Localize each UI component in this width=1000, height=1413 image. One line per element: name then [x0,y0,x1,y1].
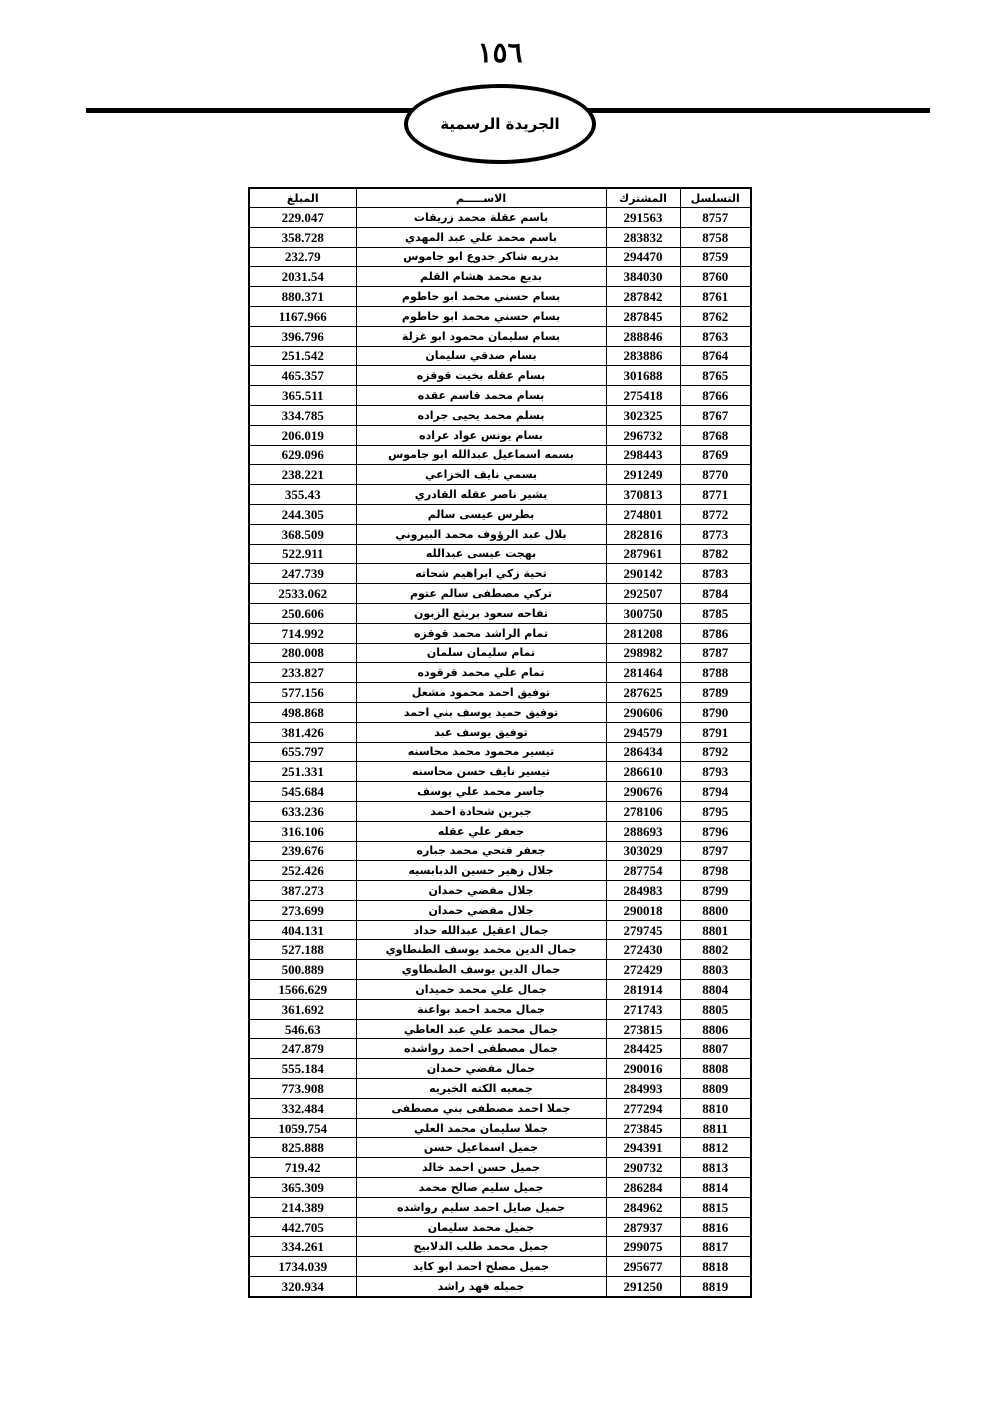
header-title: الجريدة الرسمية [440,115,560,133]
table-row [249,821,751,841]
table-row [249,504,751,524]
serial-cell: 8769 [680,445,751,465]
table-row [249,208,751,228]
table-row [249,326,751,346]
subscriber-cell: 281464 [606,663,680,683]
table-row [249,1217,751,1237]
serial-cell: 8761 [680,287,751,307]
name-cell: جمال اعقيل عبدالله حداد [356,920,606,940]
table-row [249,1277,751,1297]
serial-cell: 8757 [680,208,751,228]
table-row [249,1019,751,1039]
subscriber-cell: 290016 [606,1059,680,1079]
subscriber-cell: 286284 [606,1178,680,1198]
header-amount: المبلغ [249,188,356,208]
table-row [249,623,751,643]
serial-cell: 8773 [680,524,751,544]
name-cell: جميل حسن احمد خالد [356,1158,606,1178]
subscriber-cell: 273815 [606,1019,680,1039]
subscriber-cell: 286434 [606,742,680,762]
subscriber-cell: 287625 [606,683,680,703]
serial-cell: 8768 [680,425,751,445]
table-row [249,702,751,722]
table-row [249,663,751,683]
name-cell: جمال محمد علي عبد العاطي [356,1019,606,1039]
name-cell: باسم محمد علي عبد المهدي [356,227,606,247]
amount-cell: 387.273 [249,881,356,901]
serial-cell: 8810 [680,1098,751,1118]
table-row [249,841,751,861]
table-row [249,346,751,366]
subscriber-cell: 287754 [606,861,680,881]
table-row [249,1237,751,1257]
amount-cell: 214.389 [249,1197,356,1217]
serial-cell: 8787 [680,643,751,663]
serial-cell: 8782 [680,544,751,564]
name-cell: تمام علي محمد قرقوده [356,663,606,683]
amount-cell: 577.156 [249,683,356,703]
serial-cell: 8786 [680,623,751,643]
table-row [249,980,751,1000]
table-row [249,465,751,485]
serial-cell: 8819 [680,1277,751,1297]
serial-cell: 8812 [680,1138,751,1158]
subscriber-cell: 291249 [606,465,680,485]
table-row [249,386,751,406]
subscriber-cell: 288693 [606,821,680,841]
subscriber-cell: 284983 [606,881,680,901]
serial-cell: 8770 [680,465,751,485]
table-row [249,801,751,821]
name-cell: بسام حسني محمد ابو حاطوم [356,287,606,307]
subscriber-cell: 278106 [606,801,680,821]
amount-cell: 280.008 [249,643,356,663]
serial-cell: 8762 [680,306,751,326]
amount-cell: 233.827 [249,663,356,683]
amount-cell: 655.797 [249,742,356,762]
table-row [249,683,751,703]
name-cell: جبرين شحادة احمد [356,801,606,821]
serial-cell: 8790 [680,702,751,722]
name-cell: بدريه شاكر جدوع ابو جاموس [356,247,606,267]
name-cell: جعفر علي عقله [356,821,606,841]
table-row [249,643,751,663]
name-cell: جملا احمد مصطفى بني مصطفى [356,1098,606,1118]
amount-cell: 365.309 [249,1178,356,1198]
amount-cell: 332.484 [249,1098,356,1118]
serial-cell: 8760 [680,267,751,287]
serial-cell: 8803 [680,960,751,980]
serial-cell: 8800 [680,900,751,920]
subscriber-cell: 281208 [606,623,680,643]
subscriber-cell: 290676 [606,782,680,802]
name-cell: جلال زهير حسين الدبابسيه [356,861,606,881]
table-row [249,940,751,960]
serial-cell: 8764 [680,346,751,366]
serial-cell: 8808 [680,1059,751,1079]
subscriber-cell: 281914 [606,980,680,1000]
serial-cell: 8772 [680,504,751,524]
amount-cell: 555.184 [249,1059,356,1079]
table-row [249,1138,751,1158]
subscriber-cell: 273845 [606,1118,680,1138]
name-cell: بشير ناصر عقله القادري [356,485,606,505]
table-body [249,208,751,1297]
table-row [249,1098,751,1118]
subscriber-cell: 294579 [606,722,680,742]
table-header-row [249,188,751,208]
amount-cell: 358.728 [249,227,356,247]
subscriber-cell: 290018 [606,900,680,920]
subscriber-cell: 296732 [606,425,680,445]
subscriber-cell: 299075 [606,1237,680,1257]
name-cell: جميل محمد سليمان [356,1217,606,1237]
subscriber-cell: 287961 [606,544,680,564]
header-name: الاســـــم [356,188,606,208]
table-row [249,1178,751,1198]
subscriber-cell: 284425 [606,1039,680,1059]
serial-cell: 8811 [680,1118,751,1138]
amount-cell: 334.261 [249,1237,356,1257]
amount-cell: 498.868 [249,702,356,722]
name-cell: بلال عبد الرؤوف محمد البيروني [356,524,606,544]
table-row [249,1118,751,1138]
subscriber-cell: 287842 [606,287,680,307]
subscriber-cell: 295677 [606,1257,680,1277]
amount-cell: 404.131 [249,920,356,940]
name-cell: توفيق حميد يوسف بني احمد [356,702,606,722]
name-cell: بطرس عيسى سالم [356,504,606,524]
name-cell: تمام سليمان سلمان [356,643,606,663]
amount-cell: 1167.966 [249,306,356,326]
serial-cell: 8813 [680,1158,751,1178]
serial-cell: 8796 [680,821,751,841]
serial-cell: 8784 [680,584,751,604]
subscriber-cell: 275418 [606,386,680,406]
serial-cell: 8785 [680,603,751,623]
name-cell: بديع محمد هشام القلم [356,267,606,287]
subscriber-cell: 290606 [606,702,680,722]
name-cell: جمعيه الكته الخيريه [356,1079,606,1099]
name-cell: بسام عقله بخيت قوقزه [356,366,606,386]
name-cell: جمال علي محمد حميدان [356,980,606,1000]
table-row [249,287,751,307]
name-cell: تفاحه سعود بريثع الزبون [356,603,606,623]
table-row [249,524,751,544]
serial-cell: 8807 [680,1039,751,1059]
subscriber-cell: 284962 [606,1197,680,1217]
name-cell: جميل صايل احمد سليم رواشده [356,1197,606,1217]
name-cell: بسمي نايف الخزاعي [356,465,606,485]
subscriber-cell: 279745 [606,920,680,940]
name-cell: باسم عقلة محمد زريقات [356,208,606,228]
subscriber-cell: 283886 [606,346,680,366]
serial-cell: 8783 [680,564,751,584]
subscriber-cell: 282816 [606,524,680,544]
serial-cell: 8805 [680,999,751,1019]
name-cell: توفيق يوسف عبد [356,722,606,742]
table-row [249,564,751,584]
amount-cell: 355.43 [249,485,356,505]
amount-cell: 251.542 [249,346,356,366]
amount-cell: 442.705 [249,1217,356,1237]
serial-cell: 8799 [680,881,751,901]
serial-cell: 8765 [680,366,751,386]
table-row [249,1197,751,1217]
name-cell: تمام الراشد محمد قوقزه [356,623,606,643]
serial-cell: 8809 [680,1079,751,1099]
subscriber-cell: 300750 [606,603,680,623]
subscriber-cell: 287937 [606,1217,680,1237]
amount-cell: 465.357 [249,366,356,386]
subscriber-cell: 292507 [606,584,680,604]
name-cell: جلال مفضي حمدان [356,881,606,901]
amount-cell: 361.692 [249,999,356,1019]
amount-cell: 252.426 [249,861,356,881]
table-row [249,366,751,386]
header-oval [404,84,596,164]
table-row [249,722,751,742]
table-row [249,782,751,802]
table-row [249,227,751,247]
table-row [249,425,751,445]
name-cell: بسام يونس عواد عراده [356,425,606,445]
table-row [249,1039,751,1059]
subscriber-cell: 286610 [606,762,680,782]
amount-cell: 2533.062 [249,584,356,604]
name-cell: جميل اسماعيل حسن [356,1138,606,1158]
name-cell: جميل مصلح احمد ابو كايد [356,1257,606,1277]
amount-cell: 368.509 [249,524,356,544]
table-row [249,762,751,782]
table-row [249,405,751,425]
amount-cell: 527.188 [249,940,356,960]
name-cell: جميل سليم صالح محمد [356,1178,606,1198]
table-row [249,861,751,881]
page-number: ١٥٦ [477,36,523,69]
name-cell: تيسير محمود محمد محاسنه [356,742,606,762]
name-cell: بسمه اسماعيل عبدالله ابو جاموس [356,445,606,465]
serial-cell: 8814 [680,1178,751,1198]
table-row [249,999,751,1019]
name-cell: جلال مفضي حمدان [356,900,606,920]
amount-cell: 396.796 [249,326,356,346]
amount-cell: 251.331 [249,762,356,782]
subscriber-cell: 272429 [606,960,680,980]
name-cell: بهجت عيسى عبدالله [356,544,606,564]
amount-cell: 629.096 [249,445,356,465]
serial-cell: 8794 [680,782,751,802]
serial-cell: 8767 [680,405,751,425]
records-table [248,187,752,1298]
amount-cell: 206.019 [249,425,356,445]
amount-cell: 719.42 [249,1158,356,1178]
name-cell: تركي مصطفى سالم عتوم [356,584,606,604]
amount-cell: 273.699 [249,900,356,920]
subscriber-cell: 370813 [606,485,680,505]
name-cell: تيسير نايف حسن محاسنه [356,762,606,782]
serial-cell: 8816 [680,1217,751,1237]
amount-cell: 381.426 [249,722,356,742]
amount-cell: 714.992 [249,623,356,643]
amount-cell: 250.606 [249,603,356,623]
serial-cell: 8793 [680,762,751,782]
table-row [249,267,751,287]
subscriber-cell: 271743 [606,999,680,1019]
amount-cell: 500.889 [249,960,356,980]
serial-cell: 8759 [680,247,751,267]
amount-cell: 316.106 [249,821,356,841]
table-row [249,960,751,980]
serial-cell: 8792 [680,742,751,762]
serial-cell: 8791 [680,722,751,742]
table-row [249,900,751,920]
subscriber-cell: 290732 [606,1158,680,1178]
table-row [249,1059,751,1079]
serial-cell: 8817 [680,1237,751,1257]
subscriber-cell: 294470 [606,247,680,267]
amount-cell: 825.888 [249,1138,356,1158]
name-cell: بسام حسني محمد ابو حاطوم [356,306,606,326]
serial-cell: 8771 [680,485,751,505]
amount-cell: 320.934 [249,1277,356,1297]
name-cell: توفيق احمد محمود مشعل [356,683,606,703]
table-row [249,1158,751,1178]
subscriber-cell: 274801 [606,504,680,524]
subscriber-cell: 303029 [606,841,680,861]
table-row [249,920,751,940]
amount-cell: 244.305 [249,504,356,524]
amount-cell: 239.676 [249,841,356,861]
amount-cell: 247.739 [249,564,356,584]
serial-cell: 8795 [680,801,751,821]
serial-cell: 8802 [680,940,751,960]
serial-cell: 8789 [680,683,751,703]
amount-cell: 238.221 [249,465,356,485]
amount-cell: 633.236 [249,801,356,821]
serial-cell: 8758 [680,227,751,247]
subscriber-cell: 283832 [606,227,680,247]
subscriber-cell: 272430 [606,940,680,960]
name-cell: جملا سليمان محمد العلي [356,1118,606,1138]
table-row [249,1257,751,1277]
name-cell: بسام سليمان محمود ابو غزلة [356,326,606,346]
subscriber-cell: 277294 [606,1098,680,1118]
subscriber-cell: 298443 [606,445,680,465]
table-row [249,603,751,623]
subscriber-cell: 301688 [606,366,680,386]
amount-cell: 1734.039 [249,1257,356,1277]
header-serial: التسلسل [680,188,751,208]
name-cell: جمال الدين يوسف الطنطاوي [356,960,606,980]
subscriber-cell: 291563 [606,208,680,228]
subscriber-cell: 288846 [606,326,680,346]
amount-cell: 1566.629 [249,980,356,1000]
name-cell: تحية زكي ابراهيم شحاته [356,564,606,584]
name-cell: جميل محمد طلب الدلابيح [356,1237,606,1257]
table-row [249,247,751,267]
serial-cell: 8818 [680,1257,751,1277]
table-row [249,1079,751,1099]
name-cell: بسام صدقي سليمان [356,346,606,366]
serial-cell: 8797 [680,841,751,861]
table-row [249,306,751,326]
serial-cell: 8804 [680,980,751,1000]
amount-cell: 334.785 [249,405,356,425]
subscriber-cell: 284993 [606,1079,680,1099]
name-cell: جمال الدين محمد يوسف الطنطاوي [356,940,606,960]
name-cell: جعفر فتحي محمد جباره [356,841,606,861]
amount-cell: 247.879 [249,1039,356,1059]
amount-cell: 546.63 [249,1019,356,1039]
table-row [249,485,751,505]
serial-cell: 8766 [680,386,751,406]
name-cell: جمال مفضي حمدان [356,1059,606,1079]
amount-cell: 545.684 [249,782,356,802]
name-cell: بسام محمد قاسم عقده [356,386,606,406]
table-row [249,881,751,901]
name-cell: جمال مصطفى احمد رواشده [356,1039,606,1059]
serial-cell: 8798 [680,861,751,881]
subscriber-cell: 290142 [606,564,680,584]
amount-cell: 232.79 [249,247,356,267]
name-cell: جمال محمد احمد بواعنة [356,999,606,1019]
table-row [249,584,751,604]
amount-cell: 365.511 [249,386,356,406]
amount-cell: 773.908 [249,1079,356,1099]
subscriber-cell: 294391 [606,1138,680,1158]
amount-cell: 229.047 [249,208,356,228]
serial-cell: 8788 [680,663,751,683]
subscriber-cell: 291250 [606,1277,680,1297]
amount-cell: 880.371 [249,287,356,307]
amount-cell: 2031.54 [249,267,356,287]
table-row [249,544,751,564]
serial-cell: 8815 [680,1197,751,1217]
serial-cell: 8801 [680,920,751,940]
name-cell: بسلم محمد يحيى جراده [356,405,606,425]
amount-cell: 1059.754 [249,1118,356,1138]
header-subscriber: المشترك [606,188,680,208]
subscriber-cell: 287845 [606,306,680,326]
table-row [249,445,751,465]
name-cell: جاسر محمد علي يوسف [356,782,606,802]
subscriber-cell: 384030 [606,267,680,287]
amount-cell: 522.911 [249,544,356,564]
serial-cell: 8763 [680,326,751,346]
subscriber-cell: 298982 [606,643,680,663]
subscriber-cell: 302325 [606,405,680,425]
table-row [249,742,751,762]
serial-cell: 8806 [680,1019,751,1039]
name-cell: جميله فهد راشد [356,1277,606,1297]
